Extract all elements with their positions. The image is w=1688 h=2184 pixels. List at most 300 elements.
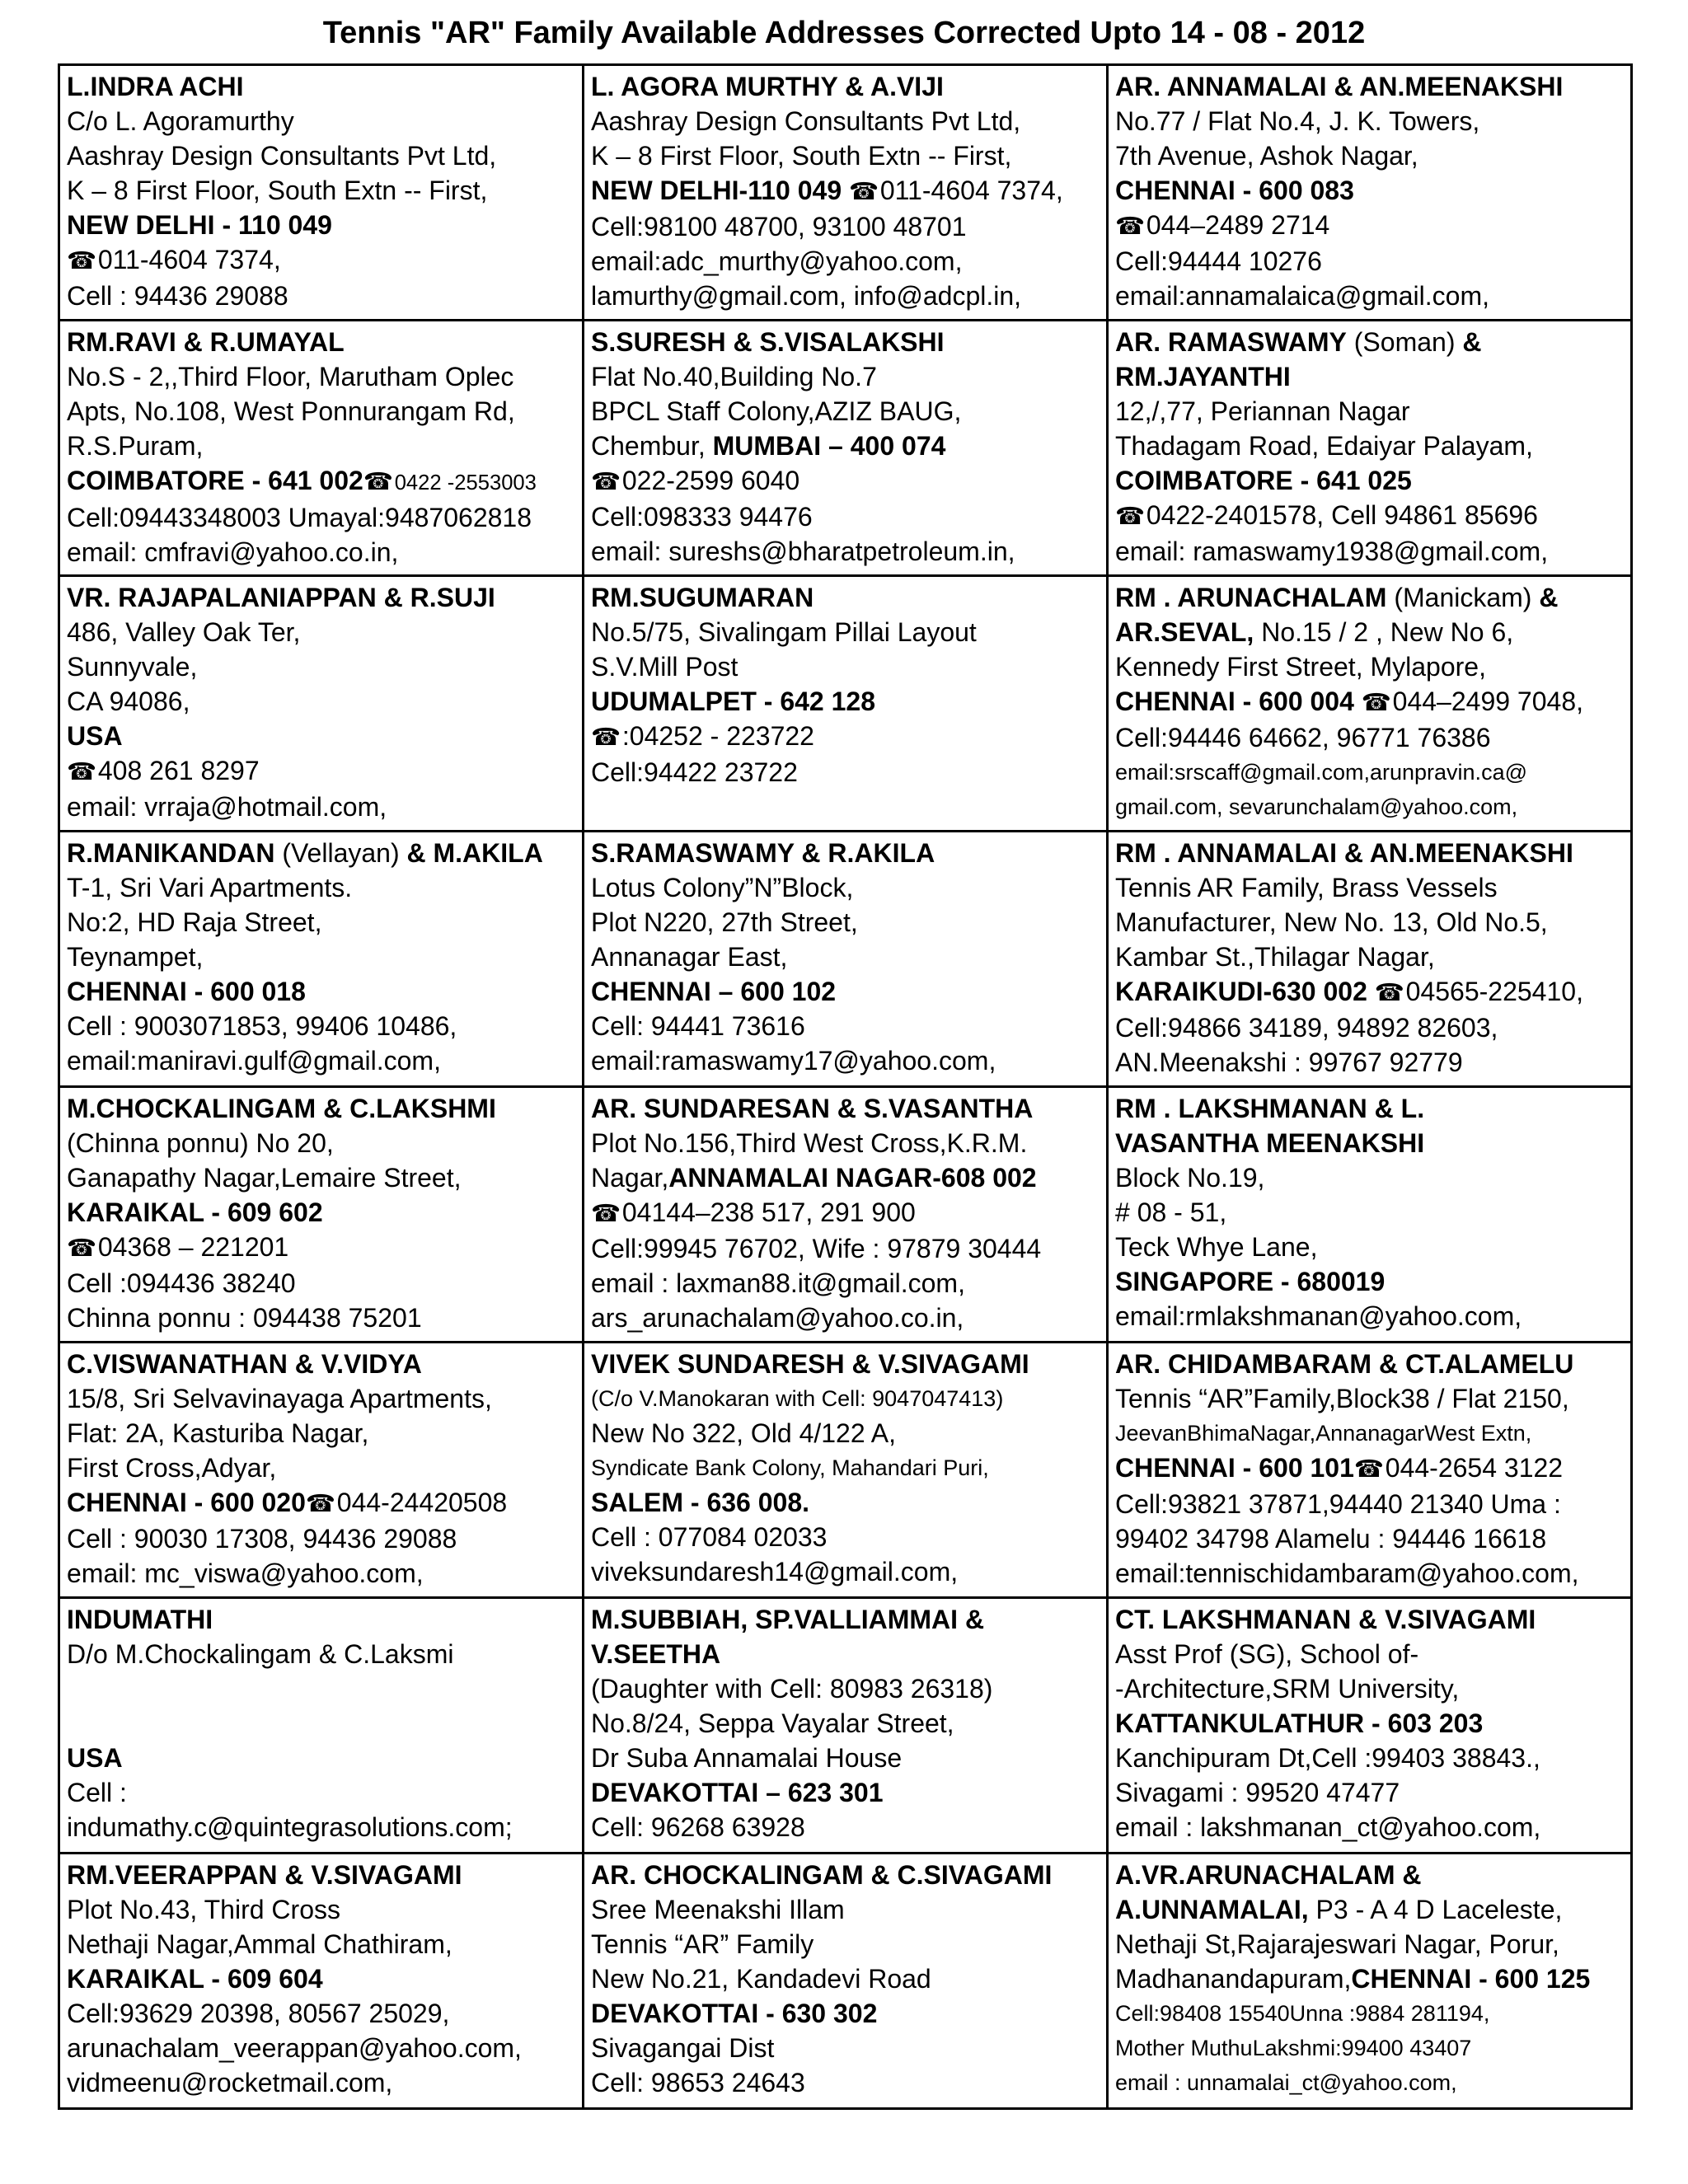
- address-bold-text: RM . ANNAMALAI & AN.MEENAKSHI: [1115, 838, 1573, 868]
- address-text: CA 94086,: [67, 687, 190, 716]
- address-text: Apts, No.108, West Ponnurangam Rd,: [67, 396, 515, 426]
- address-text: P3 - A 4 D Laceleste,: [1308, 1895, 1563, 1924]
- address-bold-text: NEW DELHI - 110 049: [67, 210, 332, 240]
- address-bold-text: RM.SUGUMARAN: [591, 583, 814, 612]
- address-line: [67, 1892, 575, 1927]
- address-bold-text: KARAIKUDI-630 002: [1115, 977, 1375, 1006]
- address-line: [67, 500, 575, 535]
- address-line: [1115, 615, 1624, 649]
- address-bold-text: VASANTHA MEENAKSHI: [1115, 1128, 1425, 1158]
- address-text: 408 261 8297: [97, 756, 260, 785]
- address-text: Tennis “AR” Family: [591, 1929, 814, 1959]
- address-line: [591, 615, 1100, 649]
- address-line: [1115, 720, 1624, 755]
- address-entry: [584, 576, 1108, 832]
- phone-icon: ☎: [849, 179, 879, 205]
- address-entry: [1108, 65, 1632, 321]
- address-line: [67, 1858, 575, 1892]
- address-line: [591, 534, 1100, 569]
- address-line: [1115, 1230, 1624, 1264]
- address-text: Plot No.156,Third West Cross,K.R.M.: [591, 1128, 1028, 1158]
- address-text: gmail.com, sevarunchalam@yahoo.com,: [1115, 794, 1518, 819]
- address-text: New No 322, Old 4/122 A,: [591, 1418, 896, 1448]
- phone-icon: ☎: [1374, 980, 1404, 1006]
- address-entry: [1108, 321, 1632, 576]
- address-row: [59, 1087, 1632, 1343]
- address-line: [67, 69, 575, 104]
- address-line: [1115, 463, 1624, 498]
- address-line: [67, 535, 575, 569]
- address-bold-text: RM.RAVI & R.UMAYAL: [67, 327, 345, 357]
- address-bold-text: M.SUBBIAH, SP.VALLIAMMAI &: [591, 1605, 985, 1634]
- address-text: Block No.19,: [1115, 1163, 1265, 1193]
- address-entry: [584, 832, 1108, 1087]
- address-line: [1115, 755, 1624, 790]
- address-line: [1115, 1160, 1624, 1195]
- address-text: Sivagangai Dist: [591, 2033, 775, 2063]
- address-line: [1115, 1637, 1624, 1671]
- address-entry: [59, 1343, 584, 1598]
- address-line: [67, 649, 575, 684]
- address-line: [591, 1381, 1100, 1416]
- address-entry: [59, 1854, 584, 2109]
- address-line: [591, 325, 1100, 359]
- address-line: [1115, 1381, 1624, 1416]
- address-line: [591, 1160, 1100, 1195]
- address-table: [58, 63, 1633, 2110]
- address-text: Cell: 98653 24643: [591, 2068, 805, 2097]
- address-line: [67, 242, 575, 279]
- address-text: Annanagar East,: [591, 942, 788, 972]
- address-text: 044–2489 2714: [1146, 210, 1330, 240]
- address-bold-text: R.MANIKANDAN: [67, 838, 275, 868]
- address-text: email: sureshs@bharatpetroleum.in,: [591, 537, 1015, 566]
- phone-icon: ☎: [1115, 213, 1145, 240]
- address-line: [591, 69, 1100, 104]
- address-line: [1115, 1892, 1624, 1927]
- address-line: [1115, 1775, 1624, 1810]
- address-bold-text: UDUMALPET - 642 128: [591, 687, 875, 716]
- address-text: 044–2499 7048,: [1392, 687, 1583, 716]
- address-line: [67, 719, 575, 753]
- address-bold-text: AR. CHIDAMBARAM & CT.ALAMELU: [1115, 1349, 1574, 1379]
- phone-icon: ☎: [67, 759, 96, 785]
- address-line: [67, 2031, 575, 2065]
- address-line: [1115, 104, 1624, 138]
- address-text: Cell:09443348003 Umayal:9487062818: [67, 503, 532, 532]
- address-bold-text: AR.SEVAL,: [1115, 617, 1254, 647]
- address-line: [591, 1126, 1100, 1160]
- address-line: [1115, 1010, 1624, 1045]
- address-text: Cell:94444 10276: [1115, 246, 1322, 276]
- address-line: [591, 1416, 1100, 1451]
- address-entry: [1108, 1854, 1632, 2109]
- address-line: [67, 1091, 575, 1126]
- address-line: [1115, 974, 1624, 1010]
- address-text: 0422 -2553003: [394, 471, 537, 494]
- address-line: [1115, 1195, 1624, 1230]
- address-text: Kanchipuram Dt,Cell :99403 38843.,: [1115, 1743, 1540, 1773]
- address-line: [591, 499, 1100, 534]
- address-text: No.5/75, Sivalingam Pillai Layout: [591, 617, 977, 647]
- address-entry: [1108, 576, 1632, 832]
- address-text: D/o M.Chockalingam & C.Laksmi: [67, 1639, 454, 1669]
- address-line: [67, 684, 575, 719]
- address-text: 044-24420508: [336, 1488, 508, 1517]
- address-entry: [59, 1598, 584, 1854]
- address-line: [1115, 1741, 1624, 1775]
- address-line: [1115, 2031, 1624, 2065]
- address-bold-text: CHENNAI – 600 102: [591, 977, 837, 1006]
- address-text: Aashray Design Consultants Pvt Ltd,: [591, 106, 1021, 136]
- address-line: [67, 394, 575, 429]
- address-text: Cell :094436 38240: [67, 1268, 296, 1298]
- address-line: [1115, 1927, 1624, 1961]
- address-line: [1115, 325, 1624, 359]
- address-bold-text: CHENNAI - 600 004: [1115, 687, 1362, 716]
- address-bold-text: NEW DELHI-110 049: [591, 176, 849, 205]
- address-line: [591, 684, 1100, 719]
- address-line: [591, 905, 1100, 940]
- address-line: [591, 104, 1100, 138]
- address-bold-text: AR. RAMASWAMY: [1115, 327, 1347, 357]
- address-text: Tennis AR Family, Brass Vessels: [1115, 873, 1498, 902]
- address-text: Dr Suba Annamalai House: [591, 1743, 903, 1773]
- phone-icon: ☎: [305, 1491, 335, 1517]
- address-line: [67, 325, 575, 359]
- address-line: [67, 836, 575, 870]
- address-line: [67, 208, 575, 242]
- address-bold-text: RM.JAYANTHI: [1115, 362, 1291, 391]
- address-line: [1115, 173, 1624, 208]
- address-line: [591, 1009, 1100, 1043]
- address-text: Plot N220, 27th Street,: [591, 907, 858, 937]
- address-entry: [59, 1087, 584, 1343]
- address-bold-text: CHENNAI - 600 083: [1115, 176, 1354, 205]
- address-bold-text: COIMBATORE - 641 002: [67, 466, 363, 495]
- address-text: email: vrraja@hotmail.com,: [67, 792, 387, 822]
- address-line: [591, 870, 1100, 905]
- address-text: (Daughter with Cell: 80983 26318): [591, 1674, 993, 1704]
- address-line: [67, 1195, 575, 1230]
- address-line: [1115, 208, 1624, 244]
- address-bold-text: & M.AKILA: [406, 838, 543, 868]
- address-bold-text: KATTANKULATHUR - 603 203: [1115, 1708, 1484, 1738]
- address-text: 04368 – 221201: [97, 1232, 289, 1262]
- address-line: [1115, 244, 1624, 279]
- address-text: 011-4604 7374,: [97, 245, 281, 274]
- address-line: [67, 1671, 575, 1706]
- address-line: [591, 755, 1100, 790]
- address-line: [1115, 1126, 1624, 1160]
- address-line: [591, 1961, 1100, 1996]
- address-line: [67, 1775, 575, 1810]
- address-line: [591, 209, 1100, 244]
- address-text: email:srscaff@gmail.com,arunpravin.ca@: [1115, 760, 1527, 785]
- address-line: [591, 1637, 1100, 1671]
- address-line: [67, 1009, 575, 1043]
- address-line: [67, 1381, 575, 1416]
- address-text: email:annamalaica@gmail.com,: [1115, 281, 1489, 311]
- address-line: [1115, 1416, 1624, 1451]
- address-text: :04252 - 223722: [621, 721, 814, 751]
- address-row: [59, 1854, 1632, 2109]
- address-bold-text: RM . ARUNACHALAM: [1115, 583, 1387, 612]
- address-line: [67, 790, 575, 824]
- address-line: [1115, 1091, 1624, 1126]
- address-bold-text: RM . LAKSHMANAN & L.: [1115, 1094, 1425, 1123]
- address-line: [67, 1927, 575, 1961]
- address-text: Cell:94866 34189, 94892 82603,: [1115, 1013, 1498, 1043]
- address-line: [1115, 279, 1624, 313]
- address-row: [59, 321, 1632, 576]
- address-text: Kennedy First Street, Mylapore,: [1115, 652, 1486, 682]
- address-line: [67, 1556, 575, 1591]
- address-text: # 08 - 51,: [1115, 1197, 1227, 1227]
- address-bold-text: C.VISWANATHAN & V.VIDYA: [67, 1349, 422, 1379]
- address-line: [1115, 359, 1624, 394]
- address-text: T-1, Sri Vari Apartments.: [67, 873, 353, 902]
- address-line: [591, 429, 1100, 463]
- address-line: [1115, 1264, 1624, 1299]
- address-bold-text: SALEM - 636 008.: [591, 1488, 809, 1517]
- address-line: [1115, 1671, 1624, 1706]
- address-line: [591, 1892, 1100, 1927]
- address-line: [67, 905, 575, 940]
- address-bold-text: L. AGORA MURTHY & A.VIJI: [591, 72, 944, 101]
- address-row: [59, 1343, 1632, 1598]
- address-line: [1115, 649, 1624, 684]
- address-line: [67, 1741, 575, 1775]
- address-bold-text: A.UNNAMALAI,: [1115, 1895, 1309, 1924]
- phone-icon: ☎: [363, 469, 393, 495]
- address-line: [67, 615, 575, 649]
- address-bold-text: VR. RAJAPALANIAPPAN & R.SUJI: [67, 583, 495, 612]
- address-line: [591, 394, 1100, 429]
- address-line: [591, 1231, 1100, 1266]
- address-text: email : lakshmanan_ct@yahoo.com,: [1115, 1812, 1541, 1842]
- address-line: [67, 1706, 575, 1741]
- address-line: [591, 974, 1100, 1009]
- address-text: Cell: 94441 73616: [591, 1011, 805, 1041]
- address-line: [591, 138, 1100, 173]
- address-text: arunachalam_veerappan@yahoo.com,: [67, 2033, 522, 2063]
- address-row: [59, 65, 1632, 321]
- address-bold-text: &: [1539, 583, 1559, 612]
- address-text: (Soman): [1346, 327, 1463, 357]
- address-line: [1115, 1996, 1624, 2031]
- address-text: C/o L. Agoramurthy: [67, 106, 294, 136]
- address-line: [1115, 429, 1624, 463]
- address-line: [67, 1347, 575, 1381]
- address-text: 04144–238 517, 291 900: [621, 1197, 916, 1227]
- address-line: [1115, 1347, 1624, 1381]
- phone-icon: ☎: [67, 248, 96, 274]
- address-text: Chembur,: [591, 431, 713, 461]
- address-line: [591, 1741, 1100, 1775]
- address-line: [1115, 2065, 1624, 2100]
- address-text: No.8/24, Seppa Vayalar Street,: [591, 1708, 954, 1738]
- address-bold-text: CHENNAI - 600 101: [1115, 1453, 1354, 1483]
- address-bold-text: COIMBATORE - 641 025: [1115, 466, 1412, 495]
- address-line: [67, 1810, 575, 1844]
- address-line: [591, 1195, 1100, 1231]
- address-line: [67, 2065, 575, 2100]
- address-entry: [1108, 1087, 1632, 1343]
- address-line: [67, 1521, 575, 1556]
- address-text: -Architecture,SRM University,: [1115, 1674, 1460, 1704]
- address-line: [67, 1301, 575, 1335]
- address-text: Ganapathy Nagar,Lemaire Street,: [67, 1163, 462, 1193]
- address-text: Cell : 077084 02033: [591, 1522, 828, 1552]
- address-text: Cell:93629 20398, 80567 25029,: [67, 1999, 450, 2028]
- phone-icon: ☎: [591, 1201, 621, 1227]
- address-line: [1115, 870, 1624, 905]
- address-line: [591, 2031, 1100, 2065]
- address-text: email:ramaswamy17@yahoo.com,: [591, 1046, 996, 1076]
- address-entry: [584, 1854, 1108, 2109]
- address-text: Sivagami : 99520 47477: [1115, 1778, 1400, 1807]
- address-entry: [1108, 1343, 1632, 1598]
- address-text: 022-2599 6040: [621, 466, 800, 495]
- address-bold-text: CHENNAI - 600 020: [67, 1488, 306, 1517]
- address-text: Flat No.40,Building No.7: [591, 362, 877, 391]
- address-text: Thadagam Road, Edaiyar Palayam,: [1115, 431, 1533, 461]
- address-line: [67, 753, 575, 790]
- address-text: Nethaji St,Rajarajeswari Nagar, Porur,: [1115, 1929, 1559, 1959]
- address-bold-text: S.SURESH & S.VISALAKSHI: [591, 327, 945, 357]
- address-line: [591, 2065, 1100, 2100]
- address-text: Plot No.43, Third Cross: [67, 1895, 340, 1924]
- address-line: [67, 1416, 575, 1451]
- address-line: [1115, 1045, 1624, 1080]
- address-line: [1115, 940, 1624, 974]
- address-text: (C/o V.Manokaran with Cell: 9047047413): [591, 1386, 1004, 1411]
- address-line: [67, 940, 575, 974]
- address-line: [591, 940, 1100, 974]
- address-text: (Vellayan): [274, 838, 407, 868]
- address-line: [591, 244, 1100, 279]
- address-line: [67, 1043, 575, 1078]
- address-line: [591, 1266, 1100, 1301]
- address-line: [591, 279, 1100, 313]
- address-line: [67, 173, 575, 208]
- address-bold-text: AR. ANNAMALAI & AN.MEENAKSHI: [1115, 72, 1564, 101]
- address-line: [1115, 1706, 1624, 1741]
- address-row: [59, 832, 1632, 1087]
- address-line: [591, 580, 1100, 615]
- address-line: [67, 104, 575, 138]
- address-line: [67, 870, 575, 905]
- address-bold-text: M.CHOCKALINGAM & C.LAKSHMI: [67, 1094, 496, 1123]
- address-line: [67, 1485, 575, 1521]
- address-text: email:rmlakshmanan@yahoo.com,: [1115, 1301, 1522, 1331]
- address-line: [591, 1927, 1100, 1961]
- address-text: Tennis “AR”Family,Block38 / Flat 2150,: [1115, 1384, 1569, 1413]
- address-entry: [59, 832, 584, 1087]
- address-entry: [584, 65, 1108, 321]
- phone-icon: ☎: [1361, 690, 1391, 716]
- address-text: 15/8, Sri Selvavinayaga Apartments,: [67, 1384, 492, 1413]
- address-line: [591, 1858, 1100, 1892]
- address-line: [591, 463, 1100, 499]
- address-text: (Chinna ponnu) No 20,: [67, 1128, 334, 1158]
- address-text: New No.21, Kandadevi Road: [591, 1964, 931, 1994]
- address-text: Cell : 9003071853, 99406 10486,: [67, 1011, 457, 1041]
- address-line: [1115, 138, 1624, 173]
- address-text: No:2, HD Raja Street,: [67, 907, 322, 937]
- address-text: Cell : 94436 29088: [67, 281, 288, 311]
- address-line: [1115, 1451, 1624, 1487]
- address-entry: [59, 321, 584, 576]
- address-bold-text: A.VR.ARUNACHALAM &: [1115, 1860, 1422, 1890]
- address-text: K – 8 First Floor, South Extn -- First,: [67, 176, 488, 205]
- address-text: Manufacturer, New No. 13, Old No.5,: [1115, 907, 1548, 937]
- address-line: [67, 1266, 575, 1301]
- address-bold-text: DEVAKOTTAI - 630 302: [591, 1999, 878, 2028]
- address-text: ars_arunachalam@yahoo.co.in,: [591, 1303, 964, 1333]
- address-text: email : laxman88.it@gmail.com,: [591, 1268, 965, 1298]
- address-text: S.V.Mill Post: [591, 652, 738, 682]
- address-line: [67, 138, 575, 173]
- address-text: viveksundaresh14@gmail.com,: [591, 1557, 959, 1586]
- address-line: [1115, 1487, 1624, 1521]
- address-text: email: ramaswamy1938@gmail.com,: [1115, 537, 1549, 566]
- address-bold-text: CHENNAI - 600 125: [1351, 1964, 1591, 1994]
- address-line: [591, 1602, 1100, 1637]
- address-text: Teynampet,: [67, 942, 204, 972]
- address-line: [67, 279, 575, 313]
- address-text: 486, Valley Oak Ter,: [67, 617, 301, 647]
- address-entry: [59, 576, 584, 832]
- address-line: [591, 1554, 1100, 1589]
- address-text: Cell: 96268 63928: [591, 1812, 805, 1842]
- address-line: [1115, 534, 1624, 569]
- phone-icon: ☎: [67, 1235, 96, 1262]
- address-bold-text: S.RAMASWAMY & R.AKILA: [591, 838, 935, 868]
- address-bold-text: KARAIKAL - 609 602: [67, 1197, 323, 1227]
- address-text: email:adc_murthy@yahoo.com,: [591, 246, 963, 276]
- address-line: [67, 359, 575, 394]
- address-text: Cell:99945 76702, Wife : 97879 30444: [591, 1234, 1042, 1263]
- address-text: Kambar St.,Thilagar Nagar,: [1115, 942, 1435, 972]
- address-line: [591, 1451, 1100, 1485]
- address-line: [67, 429, 575, 463]
- document-title: Tennis "AR" Family Available Addresses Corrected Upto 14 - 08 - 2012: [322, 16, 1366, 50]
- address-row: [59, 576, 1632, 832]
- address-text: Cell:098333 94476: [591, 502, 813, 532]
- address-bold-text: USA: [67, 1743, 123, 1773]
- address-text: Nagar,: [591, 1163, 669, 1193]
- address-bold-text: SINGAPORE - 680019: [1115, 1267, 1386, 1296]
- address-bold-text: V.SEETHA: [591, 1639, 721, 1669]
- address-line: [67, 974, 575, 1009]
- address-text: 99402 34798 Alamelu : 94446 16618: [1115, 1524, 1547, 1554]
- address-line: [591, 173, 1100, 209]
- phone-icon: ☎: [591, 469, 621, 495]
- address-entry: [584, 1343, 1108, 1598]
- address-line: [591, 1520, 1100, 1554]
- phone-icon: ☎: [1115, 504, 1145, 530]
- address-text: K – 8 First Floor, South Extn -- First,: [591, 141, 1012, 171]
- address-text: No.S - 2,,Third Floor, Marutham Oplec: [67, 362, 514, 391]
- address-bold-text: KARAIKAL - 609 604: [67, 1964, 323, 1994]
- address-bold-text: MUMBAI – 400 074: [712, 431, 946, 461]
- address-bold-text: CHENNAI - 600 018: [67, 977, 306, 1006]
- address-line: [1115, 905, 1624, 940]
- address-text: Flat: 2A, Kasturiba Nagar,: [67, 1418, 369, 1448]
- address-text: 7th Avenue, Ashok Nagar,: [1115, 141, 1418, 171]
